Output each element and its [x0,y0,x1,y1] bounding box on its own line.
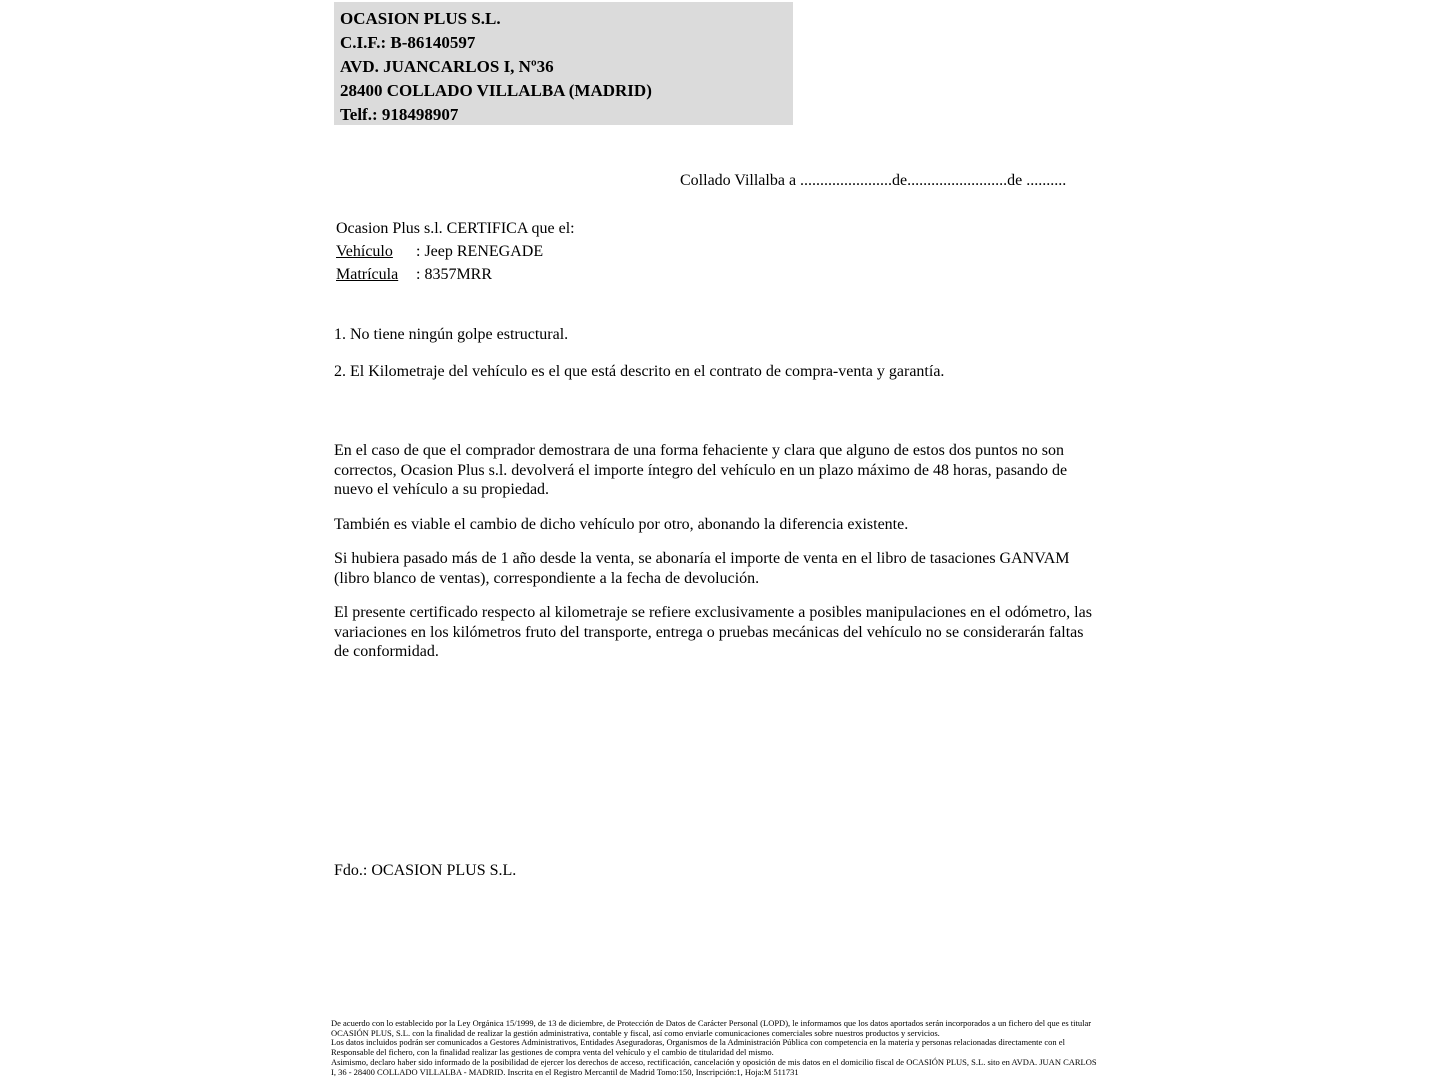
signature-line: Fdo.: OCASION PLUS S.L. [334,862,517,879]
vehicle-value: : Jeep RENEGADE [416,243,544,260]
letterhead-box [334,2,793,125]
company-address-line2: 28400 COLLADO VILLALBA (MADRID) [340,81,652,100]
legal-footer [331,1019,1103,1077]
plate-value: : 8357MRR [416,266,493,283]
paragraph-odometer: El presente certificado respecto al kilometraje se refiere exclusivamente a posibles manipulaciones en el odómetro, las variaciones en los kilómetros fruto del transporte, entrega o pruebas mecánicas del vehículo no se considerarán faltas de conformidad. [334,604,1092,660]
certification-block [336,217,575,286]
company-name: OCASION PLUS S.L. [340,9,501,28]
date-blank-line: Collado Villalba a .......................de.........................de .......... [680,172,1067,189]
paragraph-exchange: También es viable el cambio de dicho vehículo por otro, abonando la diferencia existente. [334,515,909,533]
plate-label: Matrícula [336,266,399,283]
plate-row [336,263,575,286]
paragraph-refund: En el caso de que el comprador demostrara de una forma fehaciente y clara que alguno de estos dos puntos no son correctos, Ocasion Plus s.l. devolverá el importe íntegro del vehículo en un plazo máximo de 48 horas, pasando de nuevo el vehículo a su propiedad. [334,442,1068,498]
point-1: 1. No tiene ningún golpe estructural. [334,326,569,343]
vehicle-label: Vehículo [336,243,393,260]
point-2: 2. El Kilometraje del vehículo es el que está descrito en el contrato de compra-venta y garantía. [334,363,945,380]
company-phone: Telf.: 918498907 [340,105,459,124]
company-address-line1: AVD. JUANCARLOS I, Nº36 [340,57,554,76]
legal-paragraph-rights: Asimismo, declaro haber sido informado de la posibilidad de ejercer los derechos de acceso, rectificación, cancelación y oposición de mis datos en el domicilio fiscal de OCASIÓN PLUS, S.L. sito en AVDA. JUAN CARLOS I, 36 - 28400 COLLADO VILLALBA - MADRID. Inscrita en el Registro Mercantil de Madrid Tomo:150, Inscripción:1, Hoja:M 511731 [331,1056,1097,1077]
certified-points [334,325,1104,382]
certify-intro: Ocasion Plus s.l. CERTIFICA que el: [336,220,575,237]
paragraph-ganvam: Si hubiera pasado más de 1 año desde la venta, se abonaría el importe de venta en el libro de tasaciones GANVAM (libro blanco de ventas), correspondiente a la fecha de devolución. [334,550,1070,587]
legal-paragraph-data-sharing: Los datos incluidos podrán ser comunicados a Gestores Administrativos, Entidades Aseguradoras, Organismos de la Administración Pública con competencia en la materia y personas relacionadas directamente con el Responsable del fichero, con la finalidad realizar las gestiones de compra venta del vehículo y el cambio de titularidad del mismo. [331,1037,1065,1058]
legal-paragraph-lopd: De acuerdo con lo establecido por la Ley Orgánica 15/1999, de 13 de diciembre, de Protección de Datos de Carácter Personal (LOPD), le informamos que los datos aportados serán incorporados a un fichero del que es titular OCASIÓN PLUS, S.L. con la finalidad de realizar la gestión administrativa, contable y fiscal, así como enviarle comunicaciones comerciales sobre nuestros productos y servicios. [331,1018,1092,1038]
company-cif: C.I.F.: B-86140597 [340,33,476,52]
vehicle-row [336,240,575,263]
body-paragraphs [334,441,1096,662]
